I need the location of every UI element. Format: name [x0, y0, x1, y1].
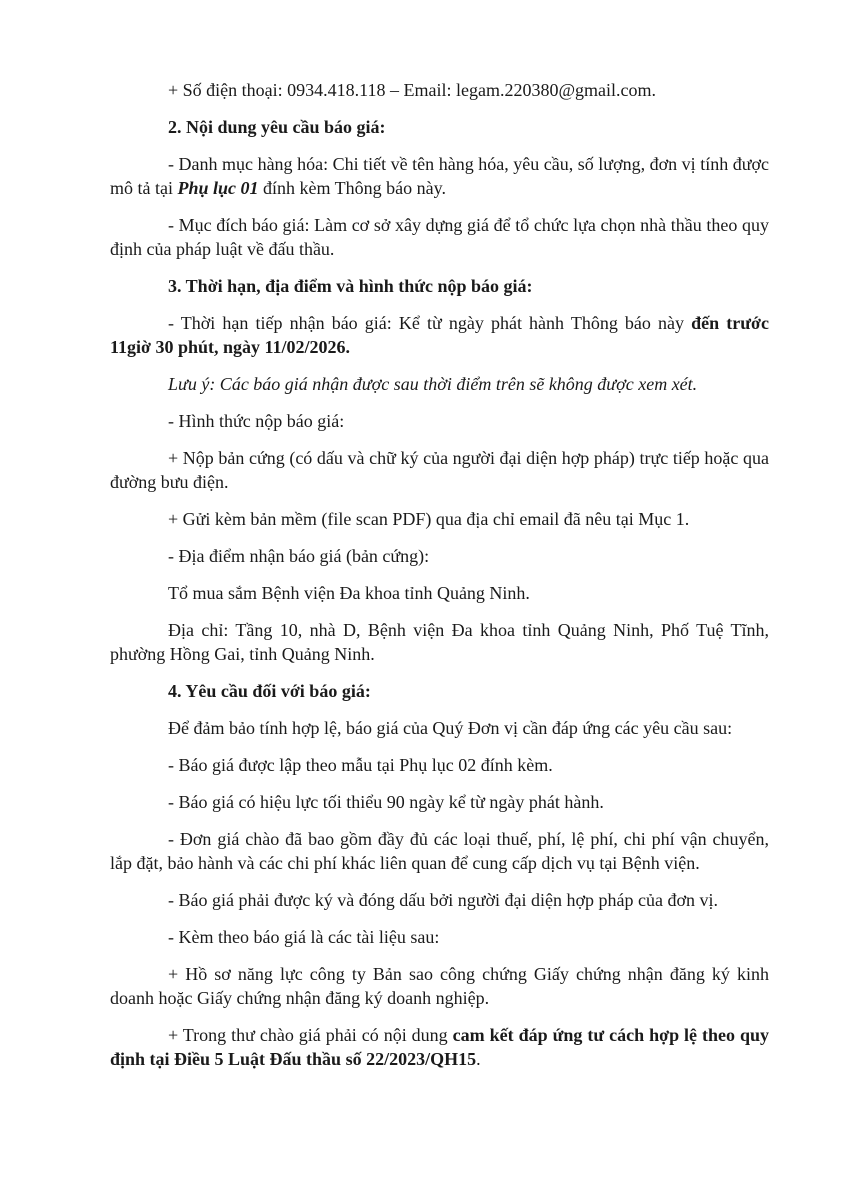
requirement-validity: - Báo giá có hiệu lực tối thiểu 90 ngày kể từ ngày phát hành. — [168, 792, 604, 812]
address-paragraph: Địa chỉ: Tầng 10, nhà D, Bệnh viện Đa khoa tỉnh Quảng Ninh, Phố Tuệ Tĩnh, phường Hồng Gai, tỉnh Quảng Ninh. — [110, 620, 769, 664]
purpose-paragraph: - Mục đích báo giá: Làm cơ sở xây dựng giá để tổ chức lựa chọn nhà thầu theo quy định của pháp luật về đấu thầu. — [110, 215, 769, 259]
commitment-text-pre: + Trong thư chào giá phải có nội dung — [168, 1025, 453, 1045]
requirements-intro: Để đảm bảo tính hợp lệ, báo giá của Quý Đơn vị cần đáp ứng các yêu cầu sau: — [168, 718, 733, 738]
deadline-text: - Thời hạn tiếp nhận báo giá: Kể từ ngày phát hành Thông báo này — [168, 313, 692, 333]
requirement-signature: - Báo giá phải được ký và đóng dấu bởi người đại diện hợp pháp của đơn vị. — [168, 890, 718, 910]
note-paragraph: Lưu ý: Các báo giá nhận được sau thời điểm trên sẽ không được xem xét. — [168, 374, 698, 394]
hard-copy-item: + Nộp bản cứng (có dấu và chữ ký của người đại diện hợp pháp) trực tiếp hoặc qua đường bưu điện. — [110, 448, 769, 492]
soft-copy-item: + Gửi kèm bản mềm (file scan PDF) qua địa chỉ email đã nêu tại Mục 1. — [168, 509, 690, 529]
requirement-attachments: - Kèm theo báo giá là các tài liệu sau: — [168, 927, 440, 947]
deadline-paragraph — [110, 311, 769, 359]
section-3-heading: 3. Thời hạn, địa điểm và hình thức nộp báo giá: — [168, 276, 533, 296]
attachment-capability-profile: + Hồ sơ năng lực công ty Bản sao công chứng Giấy chứng nhận đăng ký kinh doanh hoặc Giấy chứng nhận đăng ký doanh nghiệp. — [110, 964, 769, 1008]
location-label: - Địa điểm nhận báo giá (bản cứng): — [168, 546, 430, 566]
contact-line: + Số điện thoại: 0934.418.118 – Email: legam.220380@gmail.com. — [168, 80, 657, 100]
commitment-text-post: . — [476, 1049, 481, 1069]
submission-form-label: - Hình thức nộp báo giá: — [168, 411, 345, 431]
requirement-pricing: - Đơn giá chào đã bao gồm đầy đủ các loại thuế, phí, lệ phí, chi phí vận chuyển, lắp đặt, bảo hành và các chi phí khác liên quan để cung cấp dịch vụ tại Bệnh viện. — [110, 829, 769, 873]
section-2-heading: 2. Nội dung yêu cầu báo giá: — [168, 117, 386, 137]
goods-text-post: đính kèm Thông báo này. — [258, 178, 446, 198]
requirement-template: - Báo giá được lập theo mẫu tại Phụ lục 02 đính kèm. — [168, 755, 553, 775]
section-4-heading: 4. Yêu cầu đối với báo giá: — [168, 681, 371, 701]
procurement-team: Tổ mua sắm Bệnh viện Đa khoa tỉnh Quảng Ninh. — [168, 583, 530, 603]
goods-list-paragraph — [110, 152, 769, 200]
annex-01-reference: Phụ lục 01 — [177, 178, 259, 198]
commitment-bold: cam kết đáp ứng tư cách hợp lệ theo quy định tại Điều 5 Luật Đấu thầu số 22/2023/QH15 — [110, 1025, 770, 1069]
attachment-commitment — [110, 1023, 769, 1071]
deadline-date: đến trước 11giờ 30 phút, ngày 11/02/2026. — [110, 313, 769, 357]
goods-text-pre: - Danh mục hàng hóa: Chi tiết về tên hàng hóa, yêu cầu, số lượng, đơn vị tính được mô tả tại — [110, 154, 769, 198]
